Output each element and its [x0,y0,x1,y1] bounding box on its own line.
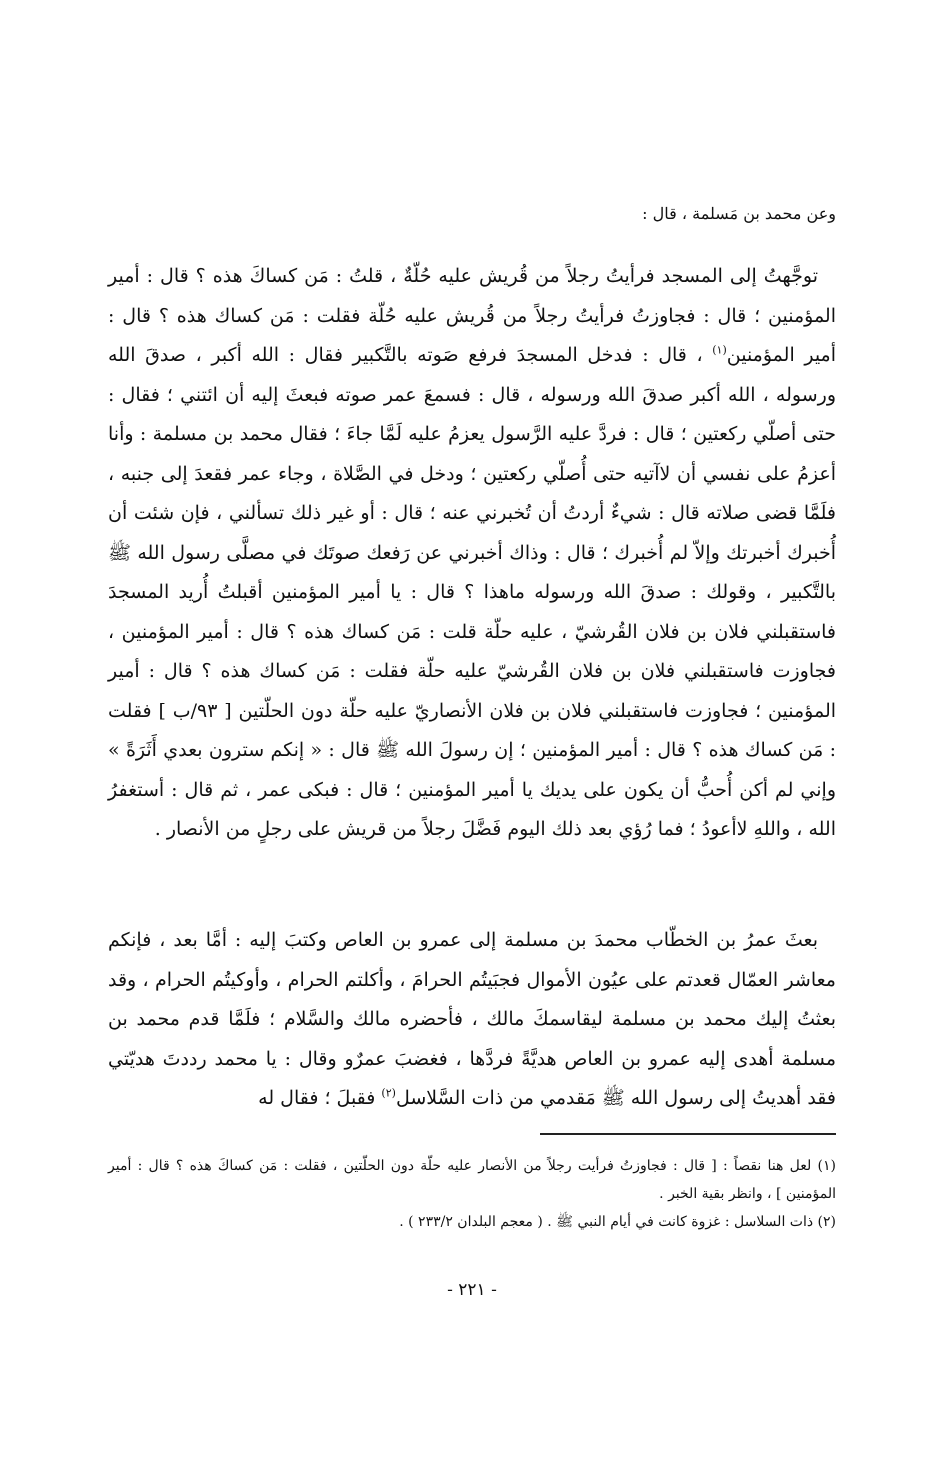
footnote-divider [540,1133,836,1135]
footnote-2: (٢) ذات السلاسل : غزوة كانت في أيام النبي ﷺ . ( معجم البلدان ٢٣٣/٢ ) . [399,1214,836,1230]
footnote-marker-1[interactable]: (١) [712,343,727,357]
main-paragraph-1 [108,257,836,850]
paragraph-2-text-end: فقبلَ ؛ فقال له [258,1087,382,1109]
paragraph-1-text-end: ، قال : فدخل المسجدَ فرفع صَوته بالتَّكبير فقال : الله أكبر ، صدقَ الله ورسوله ، الله أكبر صدقَ الله ورسوله ، قال : فسمعَ عمر صوته فبعثَ إليه أن ائتني ؛ فقال : حتى أصلّي ركعتين ؛ قال : فردَّ عليه الرَّسول يعزمُ عليه لَمَّا جاءَ ؛ فقال محمد بن مسلمة : وأنا أعزمُ على نفسي أن لاآتيه حتى أُصلّي ركعتين ؛ ودخل في الصَّلاة ، وجاء عمر فقعدَ إلى جنبه ، فلَمَّا قضى صلاته قال : شيءٌ أردتُ أن تُخبرني عنه ؛ قال : أو غير ذلك تسألني ، فإن شئت أن أُخبرك أخبرتك وإلاّ لم أُخبرك ؛ قال : وذاك أخبرني عن رَفعك صوتَك في مصلَّى رسول الله ﷺ بالتَّكبير ، وقولك : صدقَ الله ورسوله ماهذا ؟ قال : يا أمير المؤمنين أقبلتُ أُريد المسجدَ فاستقبلني فلان بن فلان القُرشيّ ، عليه حلّة قلت : مَن كساك هذه ؟ قال : أمير المؤمنين ، فجاوزت فاستقبلني فلان بن فلان القُرشيّ عليه حلّة فقلت : مَن كساك هذه ؟ قال : أمير المؤمنين ؛ فجاوزت فاستقبلني فلان بن فلان الأنصاريّ عليه حلّة دون الحلّتين [ ٩٣/ب ] فقلت : مَن كساك هذه ؟ قال : أمير المؤمنين ؛ إن رسولَ الله ﷺ قال : « إنكم سترون بعدي أَثَرَةً » وإني لم أكن أُحبُّ أن يكون على يديك يا أمير المؤمنين ؛ قال : فبكى عمر ، ثم قال : أستغفرُ الله ، واللهِ لاأعودُ ؛ فما رُؤي بعد ذلك اليوم فَضَّلَ رجلاً من قريش على رجلٍ من الأنصار . [108,344,837,840]
footnote-1: (١) لعل هنا نقصاً : [ قال : فجاوزتُ فرأيت رجلاً من الأنصار عليه حلّة دون الحلّتين ، فقلت : مَن كساكَ هذه ؟ قال : أمير المؤمنين ] ، وانظر بقية الخبر . [108,1158,836,1202]
footnote-marker-2[interactable]: (٢) [381,1086,396,1100]
intro-line: وعن محمد بن مَسلمة ، قال : [642,204,836,223]
paragraph-2-text-start: بعثَ عمرُ بن الخطّاب محمدَ بن مسلمة إلى عمرو بن العاص وكتبَ إليه : أمَّا بعد ، فإنكم معاشر العمّال قعدتم على عيُون الأموال فجبَيتُم الحرامَ ، وأكلتم الحرام ، وأوكيتُم الحرام ، وقد بعثتُ إليك محمد بن مسلمة ليقاسمكَ مالك ، فأحضره مالك والسَّلام ؛ فلَمَّا قدم محمد بن مسلمة أهدى إليه عمرو بن العاص هديَّةً فردَّها ، فغضبَ عمرٌو وقال : يا محمد رددتَ هديّتي فقد أهديتُ إلى رسول الله ﷺ مَقدمي من ذات السَّلاسل [108,929,836,1109]
main-paragraph-2 [108,921,836,1119]
footnotes-section [108,1152,836,1236]
page-number: - ٢٢١ - [447,1280,497,1300]
paragraph-1-text-start: توجَّهتُ إلى المسجد فرأيتُ رجلاً من قُريش عليه حُلّةٌ ، قلتُ : مَن كساكَ هذه ؟ قال : أمير المؤمنين ؛ قال : فجاوزتُ فرأيتُ رجلاً من قُريش عليه حُلّة فقلت : مَن كساك هذه ؟ قال : أمير المؤمنين [108,265,837,366]
